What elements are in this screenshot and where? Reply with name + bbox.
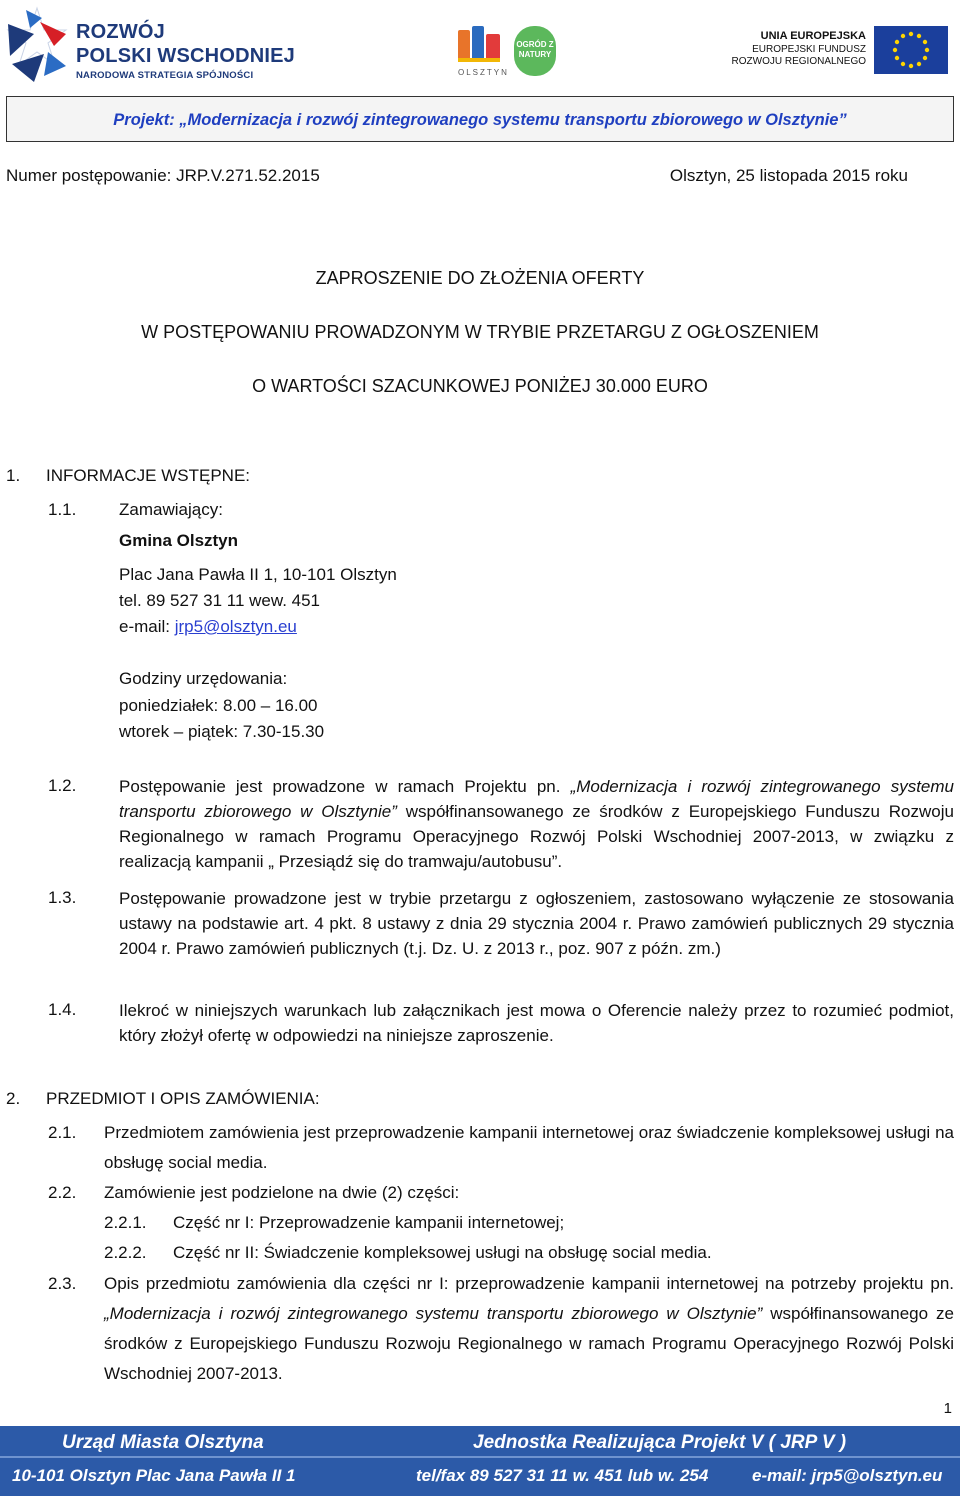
s222-text: Część nr II: Świadczenie kompleksowej usługi na obsługę social media. bbox=[173, 1243, 712, 1262]
hours-tuesday-friday: wtorek – piątek: 7.30-15.30 bbox=[119, 722, 325, 741]
s14-number: 1.4. bbox=[48, 1000, 77, 1019]
title-line-3: O WARTOŚCI SZACUNKOWEJ PONIŻEJ 30.000 EURO bbox=[252, 376, 708, 396]
project-bar bbox=[6, 96, 954, 142]
s21-text: Przedmiotem zamówienia jest przeprowadzenie kampanii internetowej oraz świadczenie kompleksowej usługi na obsługę social media. bbox=[104, 1123, 954, 1172]
s23-text-a: Opis przedmiotu zamówienia dla części nr I: przeprowadzenie kampanii internetowej na potrzeby projektu pn. bbox=[104, 1274, 954, 1293]
title-line-2: W POSTĘPOWANIU PROWADZONYM W TRYBIE PRZETARGU Z OGŁOSZENIEM bbox=[141, 322, 819, 342]
eu-logo-line2: EUROPEJSKI FUNDUSZ bbox=[752, 44, 866, 55]
eu-logo-line3: ROZWOJU REGIONALNEGO bbox=[731, 56, 866, 67]
olsztyn-logo bbox=[456, 24, 566, 80]
footer-bar bbox=[0, 1426, 960, 1496]
s221-text: Część nr I: Przeprowadzenie kampanii internetowej; bbox=[173, 1213, 565, 1232]
section-1-number: 1. bbox=[6, 466, 21, 485]
section-2-number: 2. bbox=[6, 1089, 21, 1108]
rpw-logo bbox=[4, 4, 304, 84]
rpw-logo-line3: NARODOWA STRATEGIA SPÓJNOŚCI bbox=[76, 70, 254, 81]
s12-project-name: „Modernizacja i rozwój zintegrowanego systemu transportu zbiorowego w Olsztynie” bbox=[119, 777, 954, 821]
address: Plac Jana Pawła II 1, 10-101 Olsztyn bbox=[119, 565, 397, 584]
footer-email: e-mail: jrp5@olsztyn.eu bbox=[752, 1466, 943, 1485]
olsztyn-logo-city: OLSZTYN bbox=[458, 68, 509, 77]
footer-phone: tel/fax 89 527 31 11 w. 451 lub w. 254 bbox=[416, 1466, 709, 1485]
s12-text bbox=[119, 774, 954, 874]
olsztyn-emblem-icon bbox=[456, 24, 504, 68]
contracting-authority-name: Gmina Olsztyn bbox=[119, 531, 239, 550]
s13-text: Postępowanie prowadzone jest w trybie przetargu z ogłoszeniem, zastosowano wyłączenie ze stosowania ustawy na podstawie art. 4 pkt. 8 ustawy z dnia 29 stycznia 2004 r. Prawo zamówień publicznych 29 stycznia 2004 r. Prawo zamówień publicznych (t.j. Dz. U. z 2013 r., poz. 907 z późn. zm.) bbox=[119, 889, 954, 958]
footer-unit-name: Jednostka Realizująca Projekt V ( JRP V ) bbox=[473, 1432, 847, 1453]
rpw-logo-line1: ROZWÓJ bbox=[76, 21, 165, 43]
rpw-emblem-icon bbox=[4, 4, 70, 84]
s13-number: 1.3. bbox=[48, 888, 77, 907]
s22-text: Zamówienie jest podzielone na dwie (2) części: bbox=[104, 1183, 460, 1202]
place-date: Olsztyn, 25 listopada 2015 roku bbox=[669, 166, 908, 185]
eu-flag-icon bbox=[874, 26, 948, 74]
s11-label: Zamawiający: bbox=[119, 500, 223, 519]
s11-number: 1.1. bbox=[48, 500, 77, 519]
section-1-heading: INFORMACJE WSTĘPNE: bbox=[46, 466, 251, 485]
case-number: Numer postępowanie: JRP.V.271.52.2015 bbox=[6, 166, 320, 185]
footer-divider bbox=[0, 1456, 960, 1458]
olsztyn-badge-text: OGRÓD Z NATURY bbox=[516, 40, 554, 59]
eu-logo-line1: UNIA EUROPEJSKA bbox=[760, 30, 866, 42]
s222-number: 2.2.2. bbox=[104, 1243, 147, 1262]
rpw-logo-line2: POLSKI WSCHODNIEJ bbox=[76, 45, 295, 67]
s23-number: 2.3. bbox=[48, 1274, 77, 1293]
s23-text-b: współfinansowanego ze środków z Europejskiego Funduszu Rozwoju Regionalnego w ramach Programu Operacyjnego Rozwój Polski Wschodniej 2007-2013. bbox=[104, 1304, 954, 1383]
s14-text: Ilekroć w niniejszych warunkach lub załącznikach jest mowa o Oferencie należy przez to rozumieć podmiot, który złożył ofertę w odpowiedzi na niniejsze zaproszenie. bbox=[119, 1001, 954, 1045]
email-link[interactable]: jrp5@olsztyn.eu bbox=[174, 617, 297, 636]
footer-address: 10-101 Olsztyn Plac Jana Pawła II 1 bbox=[12, 1466, 296, 1485]
hours-label: Godziny urzędowania: bbox=[119, 669, 288, 688]
hours-monday: poniedziałek: 8.00 – 16.00 bbox=[119, 696, 318, 715]
s221-number: 2.2.1. bbox=[104, 1213, 147, 1232]
title-line-1: ZAPROSZENIE DO ZŁOŻENIA OFERTY bbox=[315, 268, 645, 288]
s21-number: 2.1. bbox=[48, 1123, 77, 1142]
s23-project-name: „Modernizacja i rozwój zintegrowanego systemu transportu zbiorowego w Olsztynie” bbox=[104, 1304, 763, 1323]
s12-text-a: Postępowanie jest prowadzone w ramach Projektu pn. bbox=[119, 777, 571, 796]
project-bar-text: Projekt: „Modernizacja i rozwój zintegrowanego systemu transportu zbiorowego w Olsztynie” bbox=[113, 111, 847, 129]
s23-text bbox=[104, 1269, 954, 1389]
eu-logo bbox=[718, 26, 948, 74]
footer-office-name: Urząd Miasta Olsztyna bbox=[62, 1432, 264, 1453]
email-line bbox=[119, 617, 297, 637]
s22-number: 2.2. bbox=[48, 1183, 77, 1202]
s12-number: 1.2. bbox=[48, 776, 77, 795]
phone: tel. 89 527 31 11 wew. 451 bbox=[119, 591, 321, 610]
page-number: 1 bbox=[943, 1400, 952, 1417]
s12-text-b: współfinansowanego ze środków z Europejskiego Funduszu Rozwoju Regionalnego w ramach Programu Operacyjnego Rozwój Polski Wschodniej 2007-2013, w związku z realizacją kampanii „ Przesiądź się do tramwaju/autobusu”. bbox=[119, 802, 954, 871]
email-label: e-mail: bbox=[119, 617, 175, 636]
section-2-heading: PRZEDMIOT I OPIS ZAMÓWIENIA: bbox=[46, 1089, 320, 1108]
